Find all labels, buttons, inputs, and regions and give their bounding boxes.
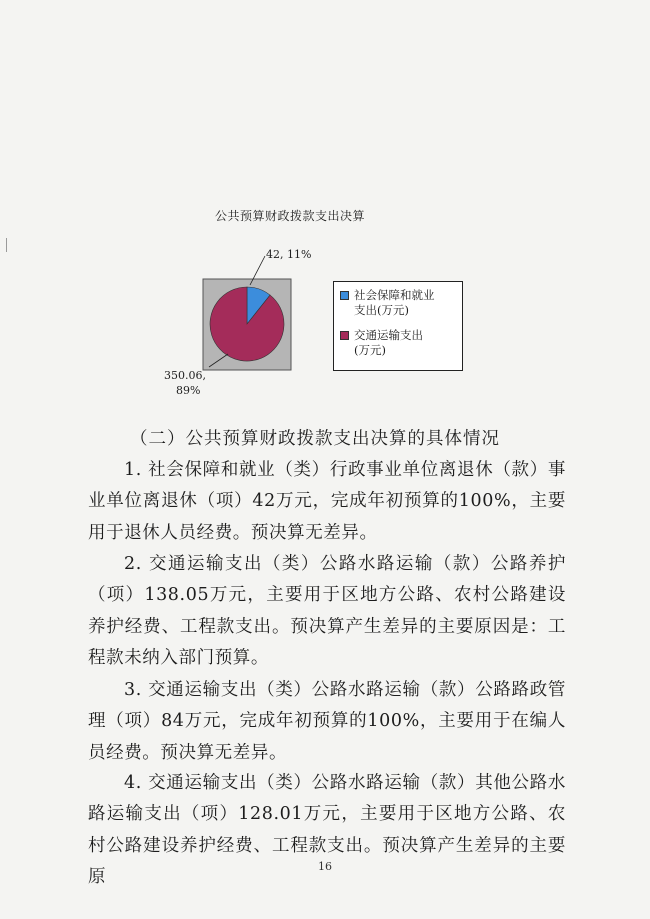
legend-swatch-blue: [340, 291, 349, 300]
legend-item-social-security: [340, 288, 458, 318]
paragraph-3: 3. 交通运输支出（类）公路水路运输（款）公路路政管理（项）84万元，完成年初预算的100%，主要用于在编人员经费。预决算无差异。: [88, 680, 566, 763]
section-heading: （二）公共预算财政拨款支出决算的具体情况: [130, 429, 500, 449]
data-label-large-value: 350.06,: [164, 369, 206, 382]
paragraph-1: 1. 社会保障和就业（类）行政事业单位离退休（款）事业单位离退休（项）42万元，完成年初预算的100%，主要用于退休人员经费。预决算无差异。: [88, 460, 566, 543]
legend-label-line2: (万元): [354, 343, 386, 357]
legend-label-line2: 支出(万元): [354, 303, 409, 317]
scan-edge-mark: [6, 238, 7, 252]
chart-title: 公共预算财政拨款支出决算: [214, 209, 365, 223]
data-label-large-pct: 89%: [176, 384, 201, 397]
paragraph-2: 2. 交通运输支出（类）公路水路运输（款）公路养护（项）138.05万元，主要用于区地方公路、农村公路建设养护经费、工程款支出。预决算产生差异的主要原因是：工程款未纳入部门预算。: [88, 554, 566, 668]
data-label-small: 42, 11%: [266, 248, 312, 261]
legend-label-line1: 交通运输支出: [354, 328, 423, 342]
page-number: 16: [318, 860, 332, 873]
paragraph-4: 4. 交通运输支出（类）公路水路运输（款）其他公路水路运输支出（项）128.01万元，主要用于区地方公路、农村公路建设养护经费、工程款支出。预决算产生差异的主要原: [88, 773, 566, 887]
legend-label-line1: 社会保障和就业: [354, 288, 435, 302]
chart-legend: [333, 281, 463, 371]
pie-chart: [140, 235, 340, 405]
legend-swatch-maroon: [340, 331, 349, 340]
pie-slice-transport: [210, 287, 284, 361]
legend-item-transport: [340, 328, 458, 358]
